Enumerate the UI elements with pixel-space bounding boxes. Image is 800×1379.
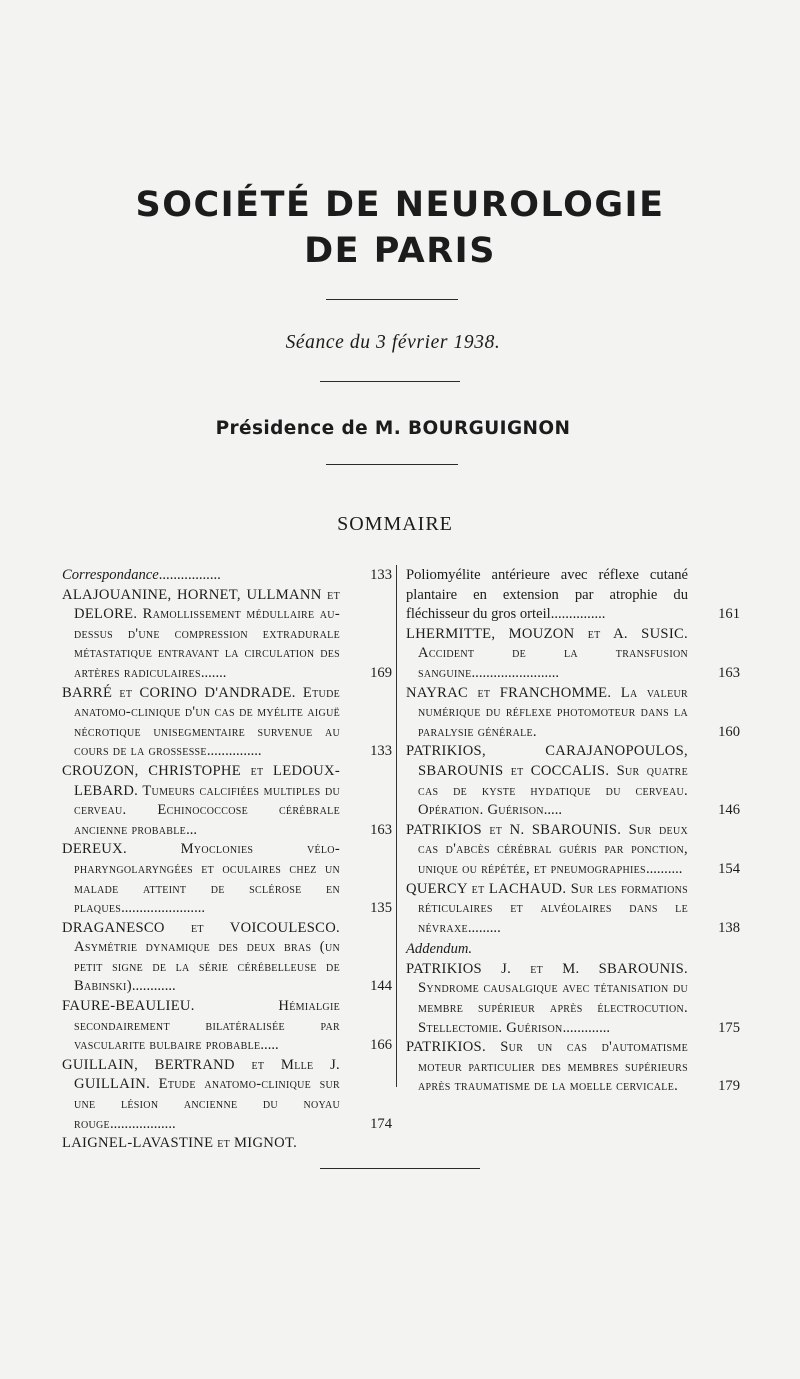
entry-page: 163 (370, 821, 392, 838)
summary-entry: PATRIKIOS, CARAJANOPOULOS, SBAROUNIS et COCCALIS. Sur quatre cas de kyste hydatique du cerveau. Opération. Guérison..... 146 (406, 742, 740, 820)
entry-page: 154 (718, 860, 740, 877)
entry-text: FAURE-BEAULIEU. Hémialgie secondairement bilatéralisée par vascularite bulbaire probable (62, 998, 340, 1054)
entry-page: 133 (370, 743, 392, 760)
summary-entry: LHERMITTE, MOUZON et A. SUSIC. Accident de la transfusion sanguine........................ 163 (406, 625, 740, 684)
addendum-heading (406, 940, 740, 960)
entry-text: PATRIKIOS. Sur un cas d'automatisme moteur particulier des membres supérieurs après traumatisme de la moelle cervicale. (406, 1039, 688, 1095)
entry-text: NAYRAC et FRANCHOMME. La valeur numérique du réflexe photomoteur dans la paralysie générale. (406, 684, 688, 740)
entry-text: PATRIKIOS, CARAJANOPOULOS, SBAROUNIS et COCCALIS. Sur quatre cas de kyste hydatique du cerveau. Opération. Guérison (406, 743, 688, 819)
entry-text: CROUZON, CHRISTOPHE et LEDOUX-LEBARD. Tumeurs calcifiées multiples du cerveau. Echinococcose cérébrale ancienne probable (62, 762, 340, 838)
entry-text: ALAJOUANINE, HORNET, ULLMANN et DELORE. Ramollissement médullaire au-dessus d'une compression extradurale métastatique entravant la circulation des artères radiculaires (62, 586, 340, 681)
summary-entry (406, 684, 740, 743)
entry-text: QUERCY et LACHAUD. Sur les formations réticulaires et alvéolaires dans le névraxe (406, 880, 688, 936)
society-title-line1: SOCIÉTÉ DE NEUROLOGIE (135, 185, 665, 225)
summary-entry: CROUZON, CHRISTOPHE et LEDOUX-LEBARD. Tumeurs calcifiées multiples du cerveau. Echinococcose cérébrale ancienne probable... 163 (62, 762, 392, 840)
divider-rule (326, 299, 458, 300)
summary-entry: QUERCY et LACHAUD. Sur les formations réticulaires et alvéolaires dans le névraxe......... 138 (406, 880, 740, 939)
session-date: Séance du 3 février 1938. (285, 332, 501, 353)
divider-rule (320, 381, 460, 382)
entry-text: LAIGNEL-LAVASTINE et MIGNOT. (62, 1135, 298, 1152)
entry-page: 161 (718, 606, 740, 623)
entry-page: 174 (370, 1115, 392, 1132)
summary-entry: PATRIKIOS et N. SBAROUNIS. Sur deux cas d'abcès cérébral guéris par ponction, unique ou répétée, et pneumographies.......... 154 (406, 821, 740, 880)
entry-page: 166 (370, 1037, 392, 1054)
summary-entry: DEREUX. Myoclonies vélo-pharyngolaryngées et oculaires chez un malade atteint de sclérose en plaques....................... 135 (62, 840, 392, 918)
entry-text: DRAGANESCO et VOICOULESCO. Asymétrie dynamique des deux bras (un petit signe de la série cérébelleuse de Babinski) (62, 919, 340, 995)
entry-text: Addendum. (406, 941, 473, 958)
bottom-divider-rule (320, 1168, 480, 1169)
entry-text: Correspondance (62, 567, 159, 583)
divider-rule (326, 464, 458, 465)
entry-page: 163 (718, 664, 740, 681)
entry-page: 160 (718, 723, 740, 740)
entry-text: PATRIKIOS J. et M. SBAROUNIS. Syndrome causalgique avec tétanisation du membre supérieur après électrocution. Stellectomie. Guérison (406, 960, 688, 1036)
entry-text: PATRIKIOS et N. SBAROUNIS. Sur deux cas d'abcès cérébral guéris par ponction, unique ou répétée, et pneumographies (406, 821, 688, 877)
summary-left-column (62, 566, 392, 1154)
summary-heading: SOMMAIRE (337, 513, 453, 535)
summary-entry: ALAJOUANINE, HORNET, ULLMANN et DELORE. Ramollissement médullaire au-dessus d'une compression extradurale métastatique entravant la circulation des artères radiculaires....... 169 (62, 586, 392, 684)
entry-page: 135 (370, 900, 392, 917)
summary-entry: DRAGANESCO et VOICOULESCO. Asymétrie dynamique des deux bras (un petit signe de la série cérébelleuse de Babinski)............ 144 (62, 919, 392, 997)
entry-page: 175 (718, 1019, 740, 1036)
entry-page: 146 (718, 802, 740, 819)
column-divider (396, 565, 397, 1087)
summary-entry: BARRÉ et CORINO D'ANDRADE. Etude anatomo-clinique d'un cas de myélite aiguë nécrotique unisegmentaire survenue au cours de la grossesse............... 133 (62, 684, 392, 762)
summary-entry: FAURE-BEAULIEU. Hémialgie secondairement bilatéralisée par vascularite bulbaire probable..... 166 (62, 997, 392, 1056)
entry-text: BARRÉ et CORINO D'ANDRADE. Etude anatomo-clinique d'un cas de myélite aiguë nécrotique unisegmentaire survenue au cours de la grossesse (62, 684, 340, 760)
entry-text: Poliomyélite antérieure avec réflexe cutané plantaire en extension par atrophie du fléchisseur du gros orteil (406, 567, 688, 623)
entry-page: 169 (370, 664, 392, 681)
summary-entry: GUILLAIN, BERTRAND et Mlle J. GUILLAIN. Etude anatomo-clinique sur une lésion ancienne du noyau rouge.................. 174 (62, 1056, 392, 1134)
entry-text: GUILLAIN, BERTRAND et Mlle J. GUILLAIN. Etude anatomo-clinique sur une lésion ancienne du noyau rouge (62, 1056, 340, 1132)
summary-entry: Correspondance................. 133 (62, 566, 392, 586)
entry-text: DEREUX. Myoclonies vélo-pharyngolaryngées et oculaires chez un malade atteint de sclérose en plaques (62, 841, 340, 917)
society-title-line2: DE PARIS (304, 231, 496, 271)
summary-entry (62, 1134, 392, 1154)
entry-page: 138 (718, 919, 740, 936)
entry-page: 133 (370, 567, 392, 583)
summary-entry: PATRIKIOS J. et M. SBAROUNIS. Syndrome causalgique avec tétanisation du membre supérieur après électrocution. Stellectomie. Guérison............. 175 (406, 960, 740, 1038)
summary-entry (406, 1038, 740, 1097)
entry-page: 144 (370, 978, 392, 995)
entry-text: LHERMITTE, MOUZON et A. SUSIC. Accident de la transfusion sanguine (406, 625, 688, 681)
presidency-line: Présidence de M. BOURGUIGNON (215, 418, 571, 439)
summary-right-column (406, 566, 740, 1097)
summary-entry: Poliomyélite antérieure avec réflexe cutané plantaire en extension par atrophie du fléchisseur du gros orteil............... 161 (406, 566, 740, 625)
entry-page: 179 (718, 1078, 740, 1095)
